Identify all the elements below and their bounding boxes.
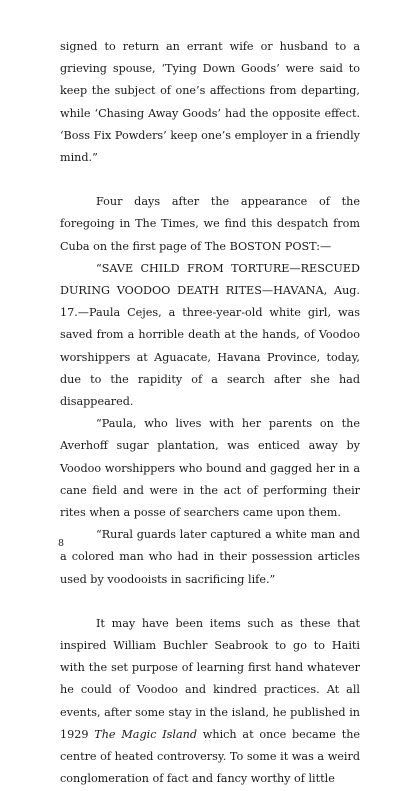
paragraph-4: “Paula, who lives with her parents on the Averhoff sugar plantation, was enticed away by Voodoo worshippers who bound and gagged her in a cane field and were in the act of performing their rites when a posse of searchers came upon them. [60,417,360,520]
book-title: The Magic Island [94,727,198,741]
paragraph-6-text-end: which at once became the centre of heated controversy. To some it was a weird conglomeration of fact and fancy worthy of little [60,727,361,786]
page-number: 8 [58,538,65,549]
paragraph-1: signed to return an errant wife or husband to a grieving spouse, ‘Tying Down Goods’ were said to keep the subject of one’s affections from departing, while ‘Chasing Away Goods’ had the opposite effect. ‘Boss Fix Powders’ keep one’s employer in a friendly mind.” [60,40,360,165]
paragraph-3: “SAVE CHILD FROM TORTURE—RESCUED DURING VOODOO DEATH RITES—HAVANA, Aug. 17.—Paula Cejes, a three-year-old white girl, was saved from a horrible death at the hands, of Voodoo worshippers at Aguacate, Havana Province, today, due to the rapidity of a search after she had disappeared. [60,261,360,409]
page-body [60,36,360,791]
paragraph-2: Four days after the appearance of the foregoing in The Times, we find this despatch from Cuba on the first page of The BOSTON POST:— [60,195,360,253]
paragraph-gap [60,169,360,191]
paragraph-6 [60,613,360,791]
paragraph-5: “Rural guards later captured a white man and a colored man who had in their possession articles used by voodooists in sacrificing life.” [60,528,360,586]
paragraph-6-text-start: It may have been items such as these that inspired William Buchler Seabrook to go to Haiti with the set purpose of learning first hand whatever he could of Voodoo and kindred practices. At all events, after some stay in the island, he published in 1929 [60,616,360,741]
paragraph-gap [60,591,360,613]
